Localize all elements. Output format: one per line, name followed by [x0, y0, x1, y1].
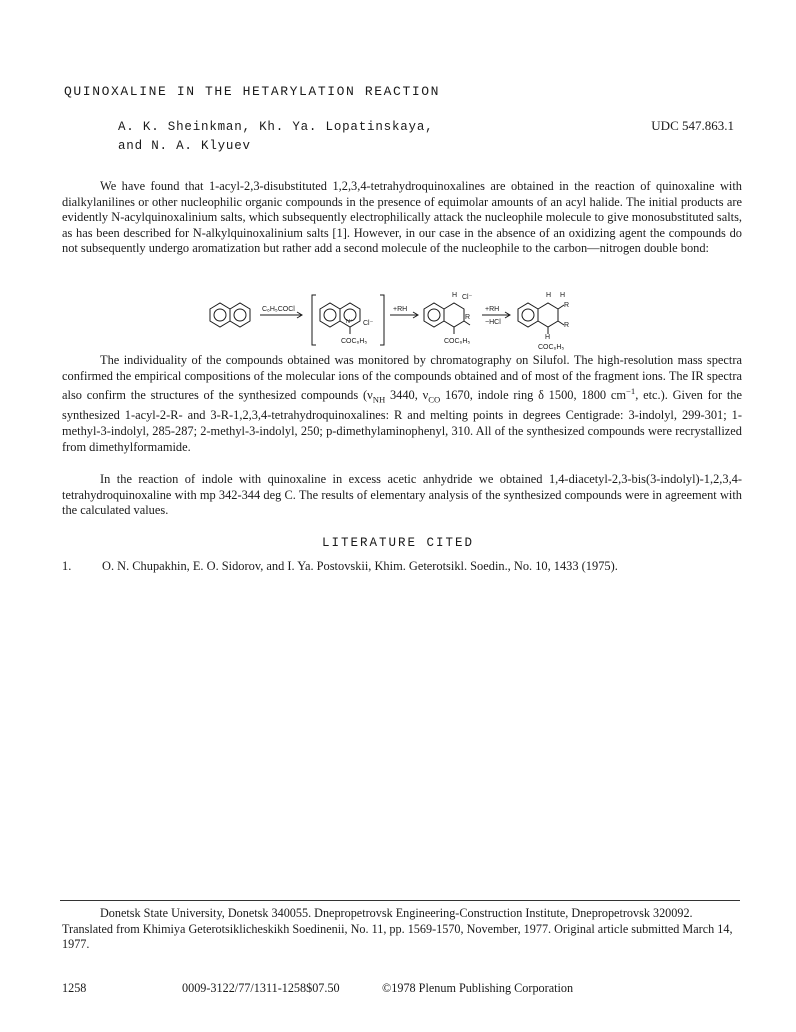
nu-symbol-2: ν: [422, 388, 429, 403]
paragraph-2: [62, 353, 742, 455]
r-label-1: R: [465, 314, 471, 321]
authors-line-1: A. K. Sheinkman, Kh. Ya. Lopatinskaya,: [118, 120, 434, 134]
r-label-3: R: [564, 322, 570, 329]
chloride-2: Cl⁻: [462, 294, 473, 301]
footnote-text: Donetsk State University, Donetsk 340055. Dnepropetrovsk Engineering-Construction Institute, Dnepropetrovsk 320092. Translated from Khimiya Geterotsiklicheskikh Soedinenii, No. 11, pp. 1569-1570, November, 1977. Original article submitted March 14, 1977.: [62, 906, 733, 951]
reference-text: O. N. Chupakhin, E. O. Sidorov, and I. Ya. Postovskii, Khim. Geterotsikl. Soedin., No. 10, 1433 (1975).: [102, 559, 618, 573]
intermediate-structure: [424, 303, 470, 334]
co-subscript: CO: [428, 394, 441, 405]
quinoxaline-structure: [210, 303, 250, 327]
co-value: 1670, indole ring δ 1500, 1800 cm: [440, 388, 626, 403]
nh-subscript: NH: [372, 394, 386, 405]
acyl-group-2: COC₆H₅: [444, 338, 471, 345]
footnote-divider: [60, 900, 740, 901]
paragraph-1-text: We have found that 1-acyl-2,3-disubstituted 1,2,3,4-tetrahydroquinoxalines are obtained in the reaction of quinoxaline with dialkylanilines or other nucleophilic organic compounds in the presence of equimolar amounts of an acyl halide. The initial products are evidently N-acylquinoxalinium salts, which subsequently electrophilically attack the nucleophile molecule to give monosubstituted salts, as has been described for N-alkylquinoxalinium salts [1]. However, in our case in the absence of an oxidizing agent the compounds do not subsequently undergo aromatization but rather add a second molecule of the nucleophile to the carbon—nitrogen double bond:: [62, 179, 742, 256]
reagent-rh: +RH: [393, 306, 408, 313]
authors: [118, 118, 433, 156]
reference-number: 1.: [62, 559, 72, 573]
article-title: QUINOXALINE IN THE HETARYLATION REACTION: [64, 84, 441, 99]
copyright: ©1978 Plenum Publishing Corporation: [382, 981, 574, 995]
authors-line-2: and N. A. Klyuev: [118, 139, 251, 153]
h-label-3: H: [560, 292, 566, 299]
product-structure: [518, 303, 564, 334]
acyl-group-1: COC₆H₅: [341, 338, 368, 345]
acylquinoxalinium-structure: [320, 303, 360, 334]
chloride-1: Cl⁻: [363, 320, 374, 327]
paragraph-3-text: In the reaction of indole with quinoxaline in excess acetic anhydride we obtained 1,4-diacetyl-2,3-bis(3-indolyl)-1,2,3,4-tetrahydroquinoxaline with mp 342-344 deg C. The results of elementary analysis of the synthesized compounds were in agreement with the calculated values.: [62, 472, 742, 518]
n-plus-label: N⁺: [346, 319, 353, 325]
h-label-2: H: [546, 292, 552, 299]
reagent-rh-2: +RH: [485, 306, 500, 313]
udc-code: UDC 547.863.1: [651, 118, 734, 133]
paragraph-2-text-b: , etc.). Given for the synthesized 1-acyl-2-R- and 3-R-1,2,3,4-tetrahydroquinoxalines: R and melting points in degrees Centigrade: 3-indolyl, 299-301; 1-methyl-3-indolyl, 285-287; 2-methyl-3-indolyl, 250; p-dimethylaminophenyl, 310. All of the synthesized compounds were recrystallized from dimethylformamide.: [62, 388, 742, 454]
r-label-2: R: [564, 302, 570, 309]
nu-symbol-1: ν: [367, 388, 373, 403]
paragraph-1: [62, 179, 742, 257]
cm-superscript: −1: [626, 386, 636, 397]
paragraph-3: [62, 472, 742, 519]
footnote: [62, 906, 742, 953]
h-label-4: H: [545, 334, 551, 341]
publication-code: 0009-3122/77/1311-1258$07.50: [182, 981, 340, 995]
nh-value: 3440,: [385, 388, 423, 403]
references-heading: LITERATURE CITED: [321, 536, 475, 550]
h-label-1: H: [452, 292, 458, 299]
page-number: 1258: [62, 981, 87, 995]
reagent-minus-hcl: −HCl: [485, 319, 501, 326]
reference-item: [62, 559, 762, 574]
acyl-group-3: COC₆H₅: [538, 344, 565, 351]
reagent-benzoyl-chloride: C₆H₅COCl: [262, 306, 295, 313]
paragraph-2-text-a: The individuality of the compounds obtained was monitored by chromatography on Silufol. The high-resolution mass spectra confirmed the empirical compositions of the molecular ions of the compounds obtained and of most of the fragment ions. The IR spectra also confirm the structures of the synthesized compounds (: [62, 353, 742, 403]
